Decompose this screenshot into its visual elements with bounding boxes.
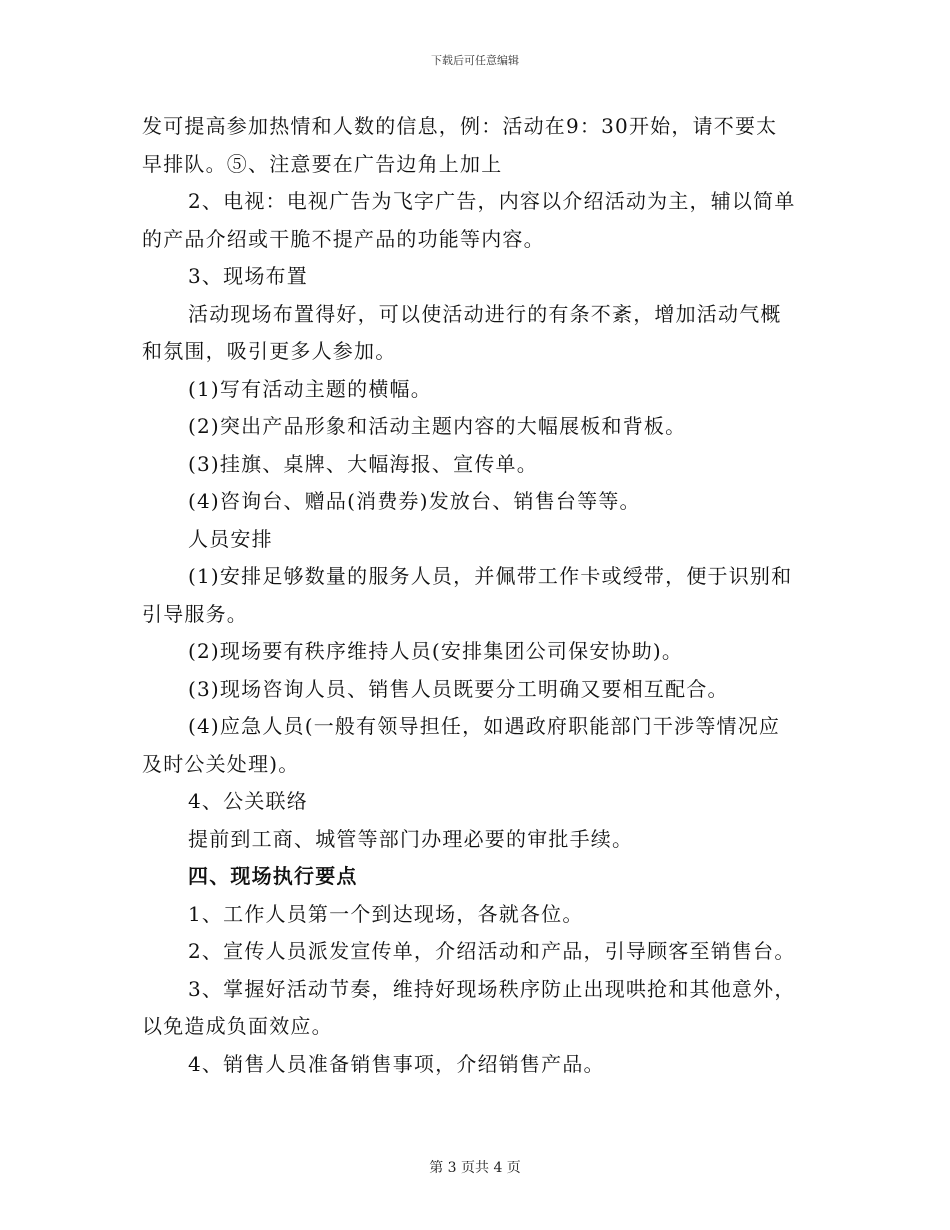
text-line: 4、销售人员准备销售事项，介绍销售产品。: [188, 1051, 605, 1076]
text-line: 活动现场布置得好，可以使活动进行的有条不紊，增加活动气概: [188, 301, 782, 326]
paragraph: [142, 558, 810, 633]
paragraph: [142, 671, 810, 709]
paragraph: [142, 971, 810, 1046]
paragraph: [142, 708, 810, 783]
text-line: (4)应急人员(一般有领导担任，如遇政府职能部门干涉等情况应: [188, 714, 781, 738]
paragraph: [142, 783, 810, 821]
paragraph: [142, 933, 810, 971]
text-line: 3、现场布置: [188, 264, 308, 288]
paragraph: [142, 521, 810, 559]
text-line: (3)挂旗、桌牌、大幅海报、宣传单。: [188, 451, 538, 476]
text-line: 的产品介绍或干脆不提产品的功能等内容。: [142, 226, 545, 251]
document-body: [142, 108, 810, 1083]
paragraph: [142, 408, 810, 446]
text-line: 4、公关联络: [188, 789, 308, 813]
text-line: (2)现场要有秩序维持人员(安排集团公司保安协助)。: [188, 639, 684, 663]
paragraph: [142, 183, 810, 258]
paragraph: [142, 633, 810, 671]
paragraph: [142, 108, 810, 183]
section-heading: [142, 858, 810, 896]
text-line: (4)咨询台、赠品(消费券)发放台、销售台等等。: [188, 489, 641, 513]
paragraph: [142, 446, 810, 484]
paragraph: [142, 483, 810, 521]
page-footer: 第 3 页共 4 页: [429, 1160, 521, 1176]
text-line: 1、工作人员第一个到达现场，各就各位。: [188, 901, 584, 926]
text-line: (3)现场咨询人员、销售人员既要分工明确又要相互配合。: [188, 676, 729, 701]
text-line: (1)写有活动主题的横幅。: [188, 376, 432, 401]
text-line: 四、现场执行要点: [188, 864, 358, 888]
text-line: 3、掌握好活动节奏，维持好现场秩序防止出现哄抢和其他意外，: [188, 976, 796, 1001]
paragraph: [142, 1046, 810, 1084]
text-line: 引导服务。: [142, 601, 248, 626]
paragraph: [142, 896, 810, 934]
text-line: 2、宣传人员派发宣传单，介绍活动和产品，引导顾客至销售台。: [188, 939, 796, 963]
text-line: 人员安排: [188, 526, 273, 551]
paragraph: [142, 296, 810, 371]
text-line: 以免造成负面效应。: [142, 1014, 333, 1038]
paragraph: [142, 258, 810, 296]
text-line: 及时公关处理)。: [142, 751, 300, 776]
text-line: 早排队。⑤、注意要在广告边角上加上: [142, 151, 503, 176]
text-line: 提前到工商、城管等部门办理必要的审批手续。: [188, 826, 634, 851]
text-line: (1)安排足够数量的服务人员，并佩带工作卡或绶带，便于识别和: [188, 564, 793, 588]
text-line: 2、电视：电视广告为飞字广告，内容以介绍活动为主，辅以简单: [188, 189, 796, 213]
page-header: 下载后可任意编辑: [431, 54, 519, 67]
text-line: 发可提高参加热情和人数的信息，例：活动在9：30开始，请不要太: [142, 114, 778, 138]
text-line: 和氛围，吸引更多人参加。: [142, 339, 397, 363]
paragraph: [142, 371, 810, 409]
paragraph: [142, 821, 810, 859]
text-line: (2)突出产品形象和活动主题内容的大幅展板和背板。: [188, 414, 687, 438]
